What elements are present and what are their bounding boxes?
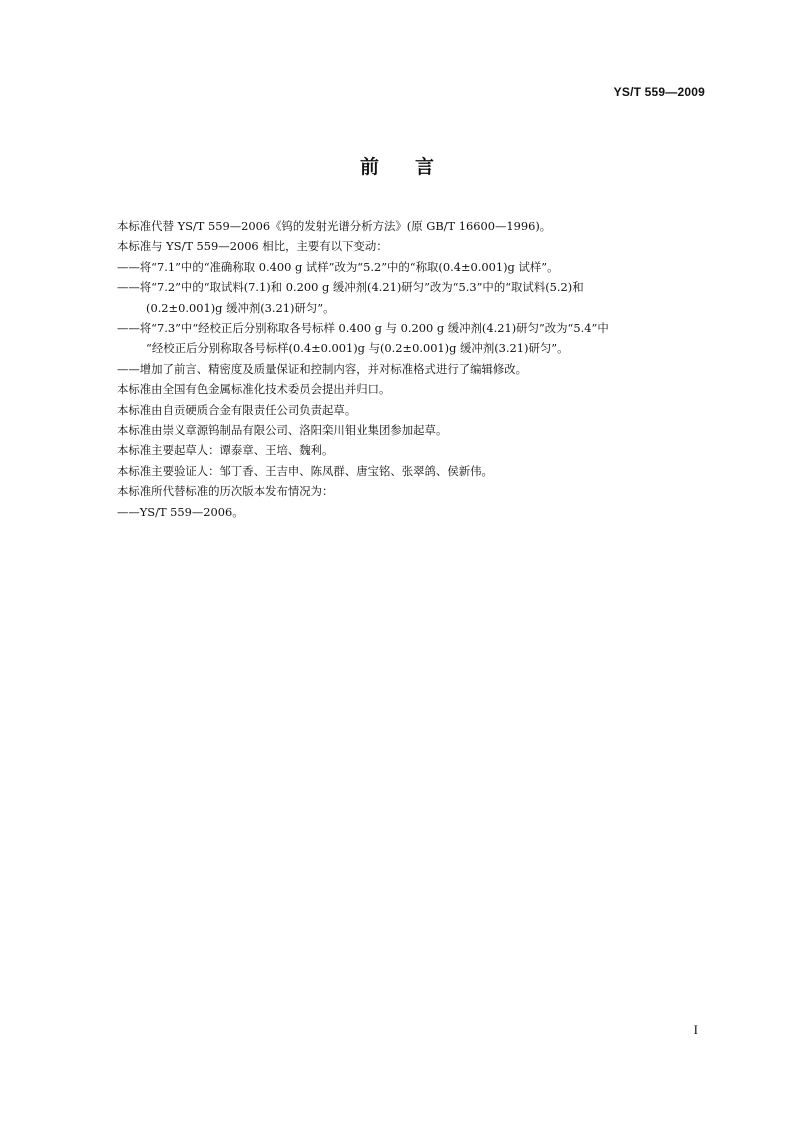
change-item-3-continued: “经校正后分别称取各号标样(0.4±0.001)g 与(0.2±0.001)g 缓冲剂(3.21)研匀”。 [146,341,569,356]
change-item-2-continued: (0.2±0.001)g 缓冲剂(3.21)研匀”。 [146,300,335,315]
change-item-1: ——将“7.1”中的“准确称取 0.400 g 试样”改为“5.2”中的“称取(0.4±0.001)g 试样”。 [117,259,559,274]
standard-code: YS/T 559—2009 [613,85,705,99]
paragraph-drafted-by: 本标准由自贡硬质合金有限责任公司负责起草。 [117,402,357,417]
page-title: 前言 [359,156,470,178]
change-item-4: ——增加了前言、精密度及质量保证和控制内容，并对标准格式进行了编辑修改。 [117,361,528,376]
paragraph-replaces: 本标准代替 YS/T 559—2006《钨的发射光谱分析方法》(原 GB/T 16600—1996)。 [117,219,552,233]
document-body [117,216,712,522]
paragraph-main-verifiers: 本标准主要验证人：邹丁香、王吉申、陈凤群、唐宝铭、张翠鸽、侯新伟。 [117,463,493,478]
paragraph-previous-editions: 本标准所代替标准的历次版本发布情况为： [117,484,334,499]
change-item-3: ——将“7.3”中“经校正后分别称取各号标样 0.400 g 与 0.200 g 缓冲剂(4.21)研匀”改为“5.4”中 [117,321,609,336]
paragraph-participating-drafters: 本标准由崇义章源钨制品有限公司、洛阳栾川钼业集团参加起草。 [117,423,448,438]
previous-edition-item: ——YS/T 559—2006。 [117,504,244,519]
paragraph-changes-intro: 本标准与 YS/T 559—2006 相比，主要有以下变动： [117,239,388,254]
page-number: I [693,1022,698,1037]
paragraph-main-drafters: 本标准主要起草人：谭泰章、王培、魏利。 [117,443,334,458]
paragraph-proposed-by: 本标准由全国有色金属标准化技术委员会提出并归口。 [117,382,391,397]
change-item-2: ——将“7.2”中的“取试料(7.1)和 0.200 g 缓冲剂(4.21)研匀”改为“5.3”中的“取试料(5.2)和 [117,280,584,295]
